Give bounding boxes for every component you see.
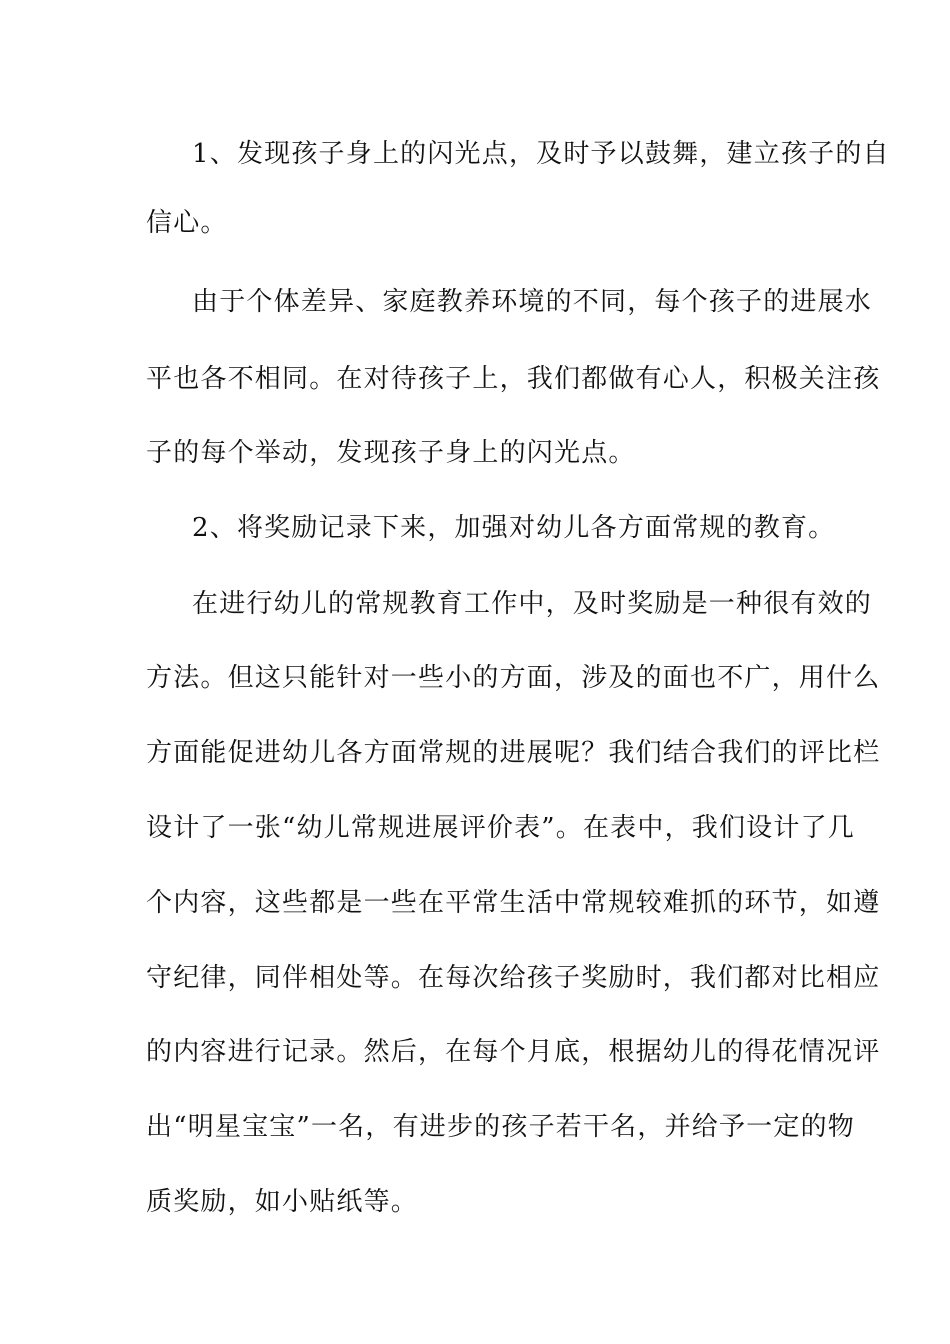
paragraph-3-line-1: 2、将奖励记录下来，加强对幼儿各方面常规的教育。 — [192, 513, 836, 543]
paragraph-4-line-4: 设计了一张“幼儿常规进展评价表”。在表中，我们设计了几 — [146, 813, 855, 843]
paragraph-4-line-7: 的内容进行记录。然后，在每个月底，根据幼儿的得花情况评 — [146, 1037, 881, 1067]
paragraph-4-line-6: 守纪律，同伴相处等。在每次给孩子奖励时，我们都对比相应 — [146, 963, 881, 993]
paragraph-2-line-1: 由于个体差异、家庭教养环境的不同，每个孩子的进展水 — [192, 287, 873, 317]
paragraph-1-line-2: 信心。 — [146, 208, 228, 238]
paragraph-4-line-3: 方面能促进幼儿各方面常规的进展呢？我们结合我们的评比栏 — [146, 738, 881, 768]
paragraph-2-line-3: 子的每个举动，发现孩子身上的闪光点。 — [146, 438, 636, 468]
paragraph-4-line-1: 在进行幼儿的常规教育工作中，及时奖励是一种很有效的 — [192, 589, 873, 619]
paragraph-4-line-8: 出“明星宝宝”一名，有进步的孩子若干名，并给予一定的物 — [146, 1112, 855, 1142]
paragraph-2-line-2: 平也各不相同。在对待孩子上，我们都做有心人，积极关注孩 — [146, 364, 881, 394]
paragraph-1-line-1: 1、发现孩子身上的闪光点，及时予以鼓舞，建立孩子的自 — [192, 139, 890, 169]
paragraph-4-line-5: 个内容，这些都是一些在平常生活中常规较难抓的环节，如遵 — [146, 888, 881, 918]
paragraph-4-line-9: 质奖励，如小贴纸等。 — [146, 1187, 419, 1217]
paragraph-4-line-2: 方法。但这只能针对一些小的方面，涉及的面也不广，用什么 — [146, 663, 881, 693]
